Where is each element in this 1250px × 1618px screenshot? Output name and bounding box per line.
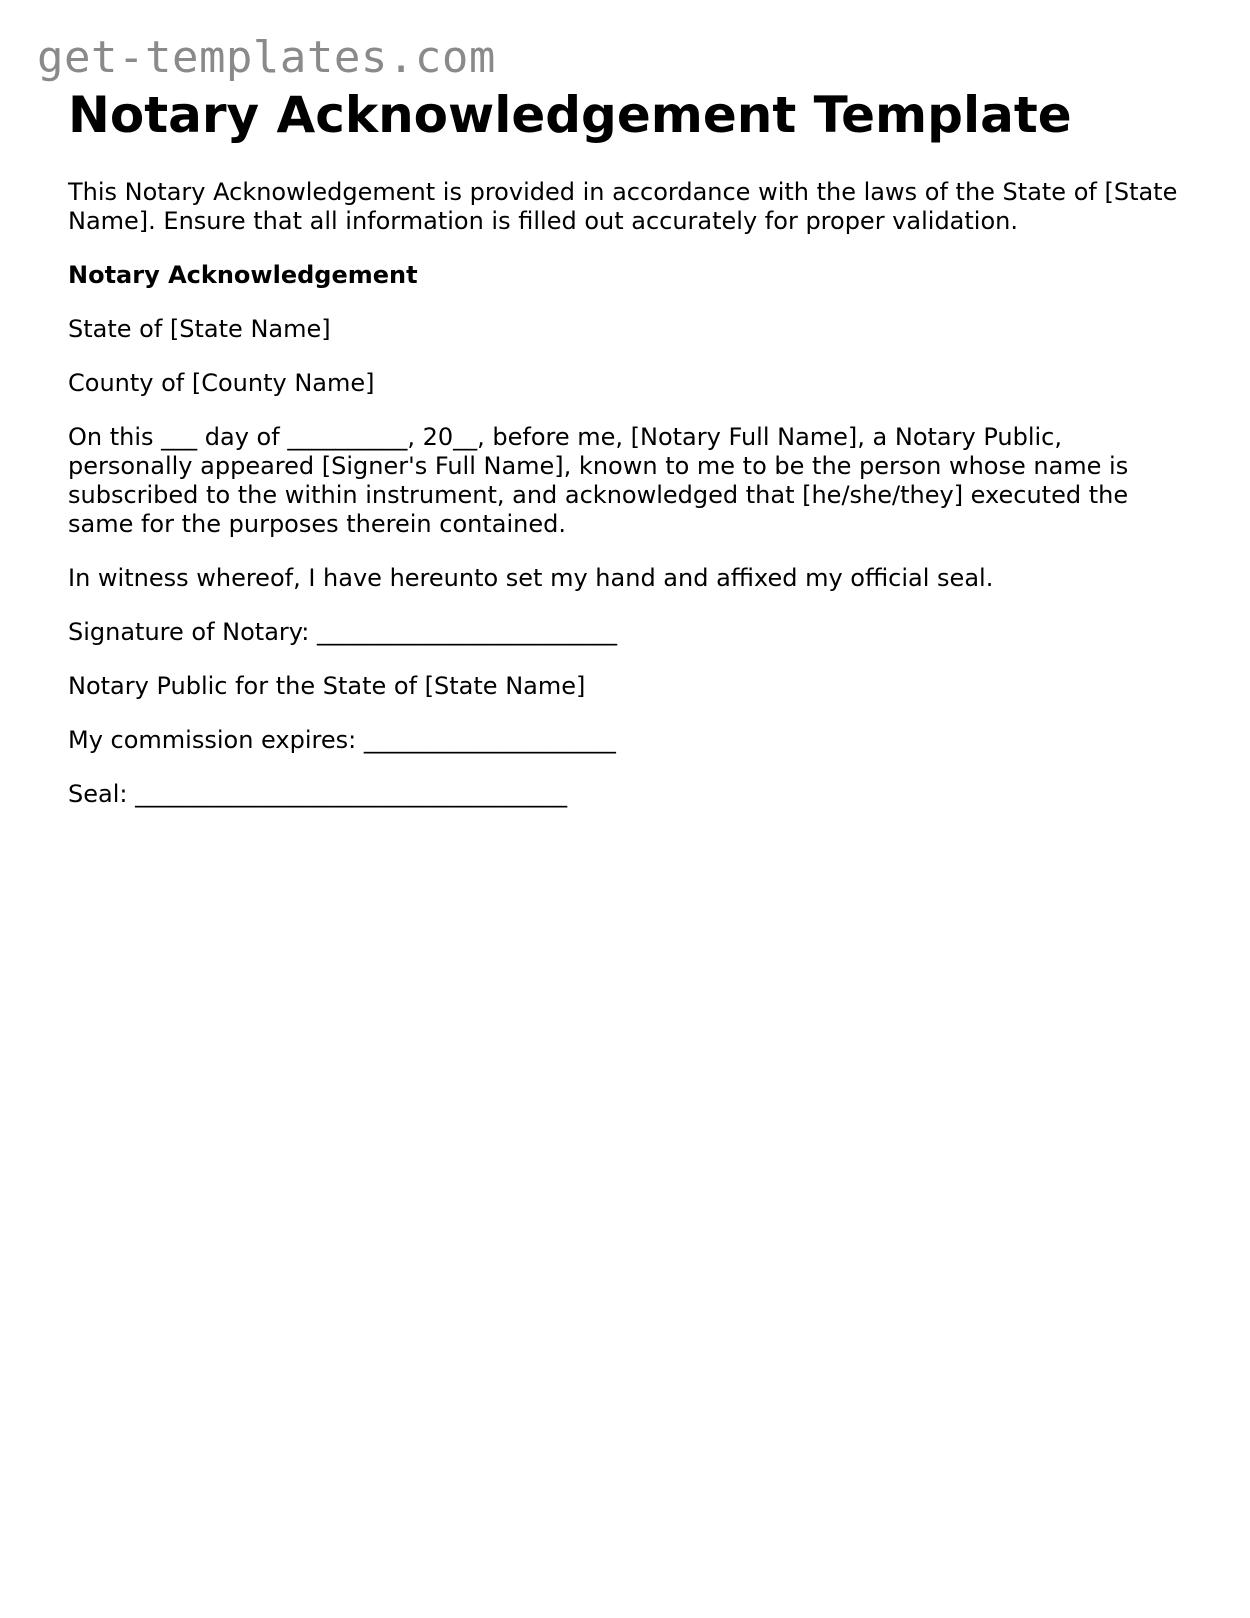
document-body (68, 178, 1178, 834)
seal-line: Seal: ____________________________________ (68, 780, 568, 808)
signature-line: Signature of Notary: _________________________ (68, 618, 617, 646)
commission-line: My commission expires: _____________________ (68, 726, 616, 754)
state-line: State of [State Name] (68, 315, 331, 343)
acknowledgement-paragraph: On this ___ day of __________, 20__, before me, [Notary Full Name], a Notary Public, personally appeared [Signer's Full Name], known to me to be the person whose name is subscribed to the within instrument, and acknowledged that [he/she/they] executed the same for the purposes therein contained. (68, 423, 1129, 538)
page-title: Notary Acknowledgement Template (68, 86, 1072, 144)
watermark: get-templates.com (37, 32, 496, 83)
county-line: County of [County Name] (68, 369, 375, 397)
witness-line: In witness whereof, I have hereunto set my hand and affixed my official seal. (68, 564, 994, 592)
section-heading: Notary Acknowledgement (68, 261, 418, 289)
intro-paragraph: This Notary Acknowledgement is provided in accordance with the laws of the State of [State Name]. Ensure that all information is filled out accurately for proper validation. (68, 178, 1178, 235)
notary-state-line: Notary Public for the State of [State Name] (68, 672, 586, 700)
